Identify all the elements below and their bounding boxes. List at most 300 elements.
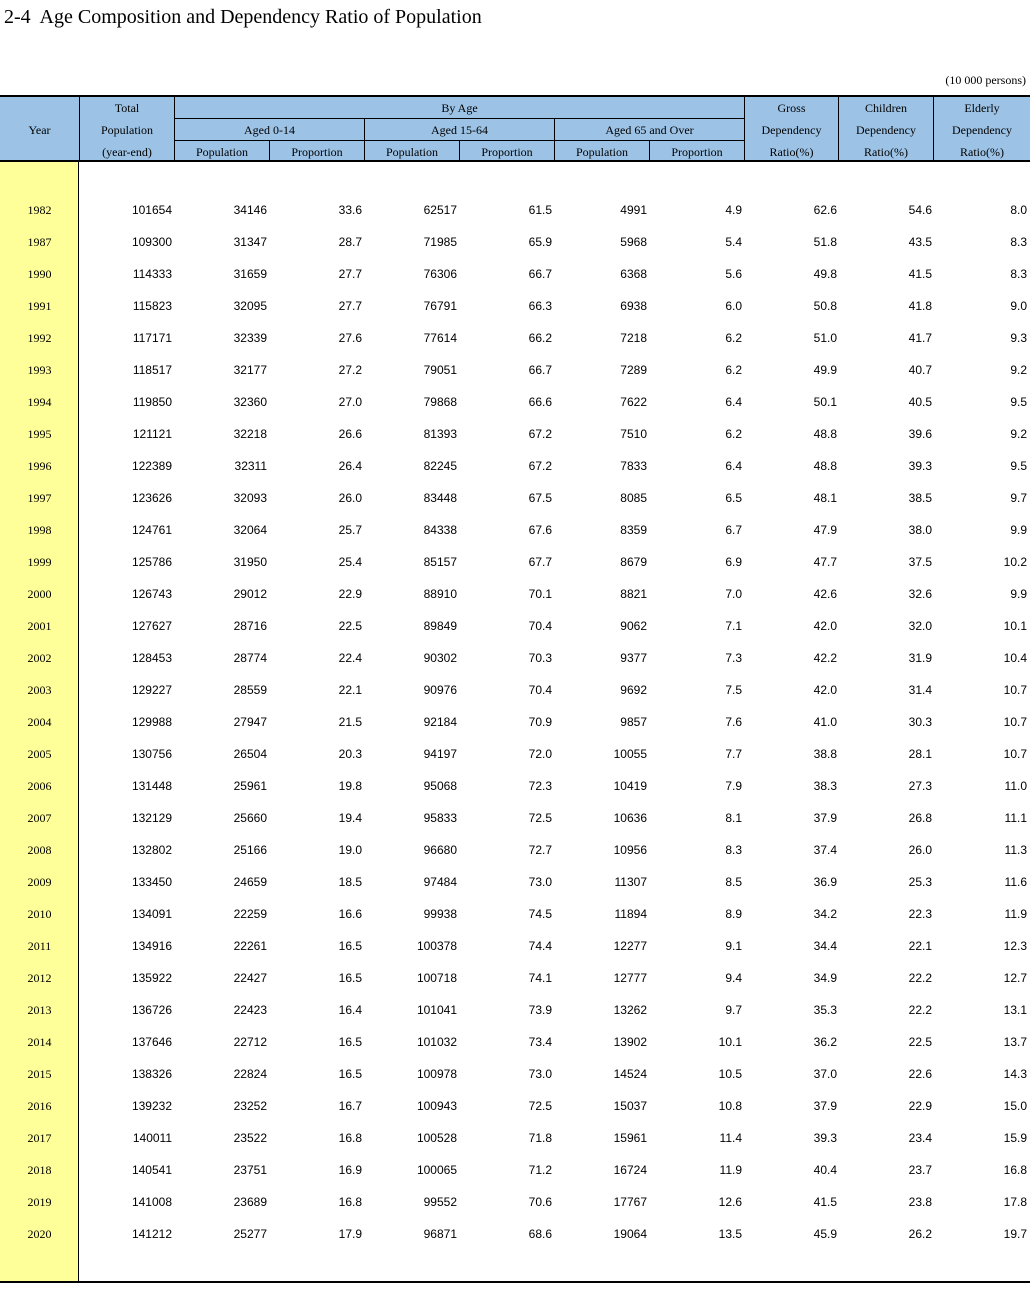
children-dependency-ratio-cell: 26.0 [908,843,932,857]
proportion-65-over-cell: 10.5 [718,1067,742,1081]
proportion-65-over-cell: 10.1 [718,1035,742,1049]
year-cell: 1994 [27,395,52,409]
elderly-dependency-ratio-cell: 19.7 [1003,1227,1027,1241]
population-65-over-cell: 7218 [620,331,647,345]
proportion-15-64-cell: 66.7 [528,363,552,377]
proportion-65-over-cell: 4.9 [725,203,742,217]
table-row [0,354,1030,386]
elderly-dependency-ratio-cell: 13.1 [1003,1003,1027,1017]
year-cell: 2006 [27,779,52,793]
proportion-65-over-cell: 7.3 [725,651,742,665]
proportion-65-over-cell: 9.4 [725,971,742,985]
total-population-cell: 136726 [131,1003,172,1017]
header-population: Population [385,144,438,159]
children-dependency-ratio-cell: 54.6 [908,203,932,217]
children-dependency-ratio-cell: 37.5 [908,555,932,569]
year-cell: 1982 [27,203,52,217]
total-population-cell: 132802 [131,843,172,857]
population-15-64-cell: 94197 [423,747,457,761]
population-0-14-cell: 23689 [233,1195,267,1209]
proportion-65-over-cell: 12.6 [718,1195,742,1209]
year-cell: 2016 [27,1099,52,1113]
gross-dependency-ratio-cell: 35.3 [813,1003,837,1017]
proportion-65-over-cell: 7.6 [725,715,742,729]
population-0-14-cell: 28559 [233,683,267,697]
year-cell: 1987 [27,235,52,249]
year-cell: 1992 [27,331,52,345]
proportion-15-64-cell: 67.2 [528,427,552,441]
gross-dependency-ratio-cell: 50.8 [813,299,837,313]
population-0-14-cell: 31950 [233,555,267,569]
population-15-64-cell: 84338 [423,523,457,537]
population-0-14-cell: 29012 [233,587,267,601]
gross-dependency-ratio-cell: 37.0 [813,1067,837,1081]
header-gross-line3: Ratio(%) [769,144,814,159]
elderly-dependency-ratio-cell: 10.7 [1003,715,1027,729]
population-0-14-cell: 32339 [233,331,267,345]
proportion-0-14-cell: 16.7 [338,1099,362,1113]
proportion-15-64-cell: 73.4 [528,1035,552,1049]
table-row [0,482,1030,514]
elderly-dependency-ratio-cell: 11.0 [1004,779,1027,793]
proportion-15-64-cell: 68.6 [528,1227,552,1241]
unit-note: (10 000 persons) [945,73,1026,87]
header-gross-line2: Dependency [761,123,822,137]
proportion-15-64-cell: 71.2 [528,1163,552,1177]
table-row [0,1026,1030,1058]
proportion-65-over-cell: 6.9 [725,555,742,569]
population-0-14-cell: 28716 [233,619,267,633]
population-65-over-cell: 7289 [620,363,647,377]
table-row [0,1090,1030,1122]
header-children-line1: Children [865,101,907,115]
proportion-15-64-cell: 73.0 [528,1067,552,1081]
year-cell: 2000 [27,587,52,601]
proportion-0-14-cell: 20.3 [338,747,362,761]
year-cell: 2013 [27,1003,52,1017]
proportion-0-14-cell: 26.0 [338,491,362,505]
elderly-dependency-ratio-cell: 11.9 [1004,907,1027,921]
gross-dependency-ratio-cell: 62.6 [813,203,837,217]
total-population-cell: 123626 [131,491,172,505]
elderly-dependency-ratio-cell: 9.0 [1010,299,1027,313]
population-65-over-cell: 8679 [620,555,647,569]
proportion-0-14-cell: 16.5 [338,939,362,953]
header-total-line3: (year-end) [102,144,152,159]
population-0-14-cell: 22423 [233,1003,267,1017]
proportion-65-over-cell: 6.0 [725,299,742,313]
total-population-cell: 131448 [131,779,172,793]
proportion-65-over-cell: 9.7 [725,1003,742,1017]
population-15-64-cell: 89849 [423,619,457,633]
total-population-cell: 126743 [131,587,172,601]
elderly-dependency-ratio-cell: 12.3 [1003,939,1027,953]
proportion-65-over-cell: 13.5 [718,1227,742,1241]
proportion-65-over-cell: 6.2 [725,331,742,345]
gross-dependency-ratio-cell: 45.9 [813,1227,837,1241]
proportion-0-14-cell: 16.4 [338,1003,362,1017]
population-0-14-cell: 32093 [233,491,267,505]
children-dependency-ratio-cell: 41.8 [908,299,932,313]
proportion-0-14-cell: 16.9 [338,1163,362,1177]
population-65-over-cell: 13262 [613,1003,647,1017]
proportion-65-over-cell: 8.5 [725,875,742,889]
population-65-over-cell: 6938 [620,299,647,313]
elderly-dependency-ratio-cell: 11.3 [1004,843,1027,857]
year-cell: 2005 [27,747,52,761]
total-population-cell: 125786 [131,555,172,569]
population-65-over-cell: 9377 [620,651,647,665]
proportion-15-64-cell: 66.2 [528,331,552,345]
elderly-dependency-ratio-cell: 9.9 [1010,587,1027,601]
elderly-dependency-ratio-cell: 17.8 [1003,1195,1027,1209]
children-dependency-ratio-cell: 23.4 [908,1131,932,1145]
elderly-dependency-ratio-cell: 13.7 [1003,1035,1027,1049]
year-cell: 2014 [27,1035,52,1049]
gross-dependency-ratio-cell: 49.8 [813,267,837,281]
proportion-65-over-cell: 11.4 [719,1131,742,1145]
proportion-0-14-cell: 27.6 [338,331,362,345]
children-dependency-ratio-cell: 41.7 [908,331,932,345]
proportion-15-64-cell: 67.5 [528,491,552,505]
population-65-over-cell: 17767 [613,1195,647,1209]
gross-dependency-ratio-cell: 41.0 [813,715,837,729]
population-0-14-cell: 23522 [233,1131,267,1145]
children-dependency-ratio-cell: 22.1 [908,939,932,953]
proportion-15-64-cell: 70.1 [528,587,552,601]
population-15-64-cell: 79051 [423,363,457,377]
page-title: 2-4 Age Composition and Dependency Ratio of Population [4,6,482,28]
proportion-0-14-cell: 28.7 [338,235,362,249]
proportion-15-64-cell: 72.5 [528,1099,552,1113]
gross-dependency-ratio-cell: 48.1 [813,491,837,505]
gross-dependency-ratio-cell: 37.4 [813,843,837,857]
total-population-cell: 109300 [131,235,172,249]
table-row [0,322,1030,354]
population-65-over-cell: 9857 [620,715,647,729]
population-15-64-cell: 95833 [423,811,457,825]
proportion-65-over-cell: 9.1 [725,939,742,953]
population-0-14-cell: 31659 [233,267,267,281]
elderly-dependency-ratio-cell: 9.2 [1010,427,1027,441]
total-population-cell: 130756 [131,747,172,761]
population-65-over-cell: 7622 [620,395,647,409]
population-15-64-cell: 71985 [423,235,457,249]
proportion-65-over-cell: 7.7 [725,747,742,761]
gross-dependency-ratio-cell: 34.2 [813,907,837,921]
total-population-cell: 140541 [131,1163,172,1177]
table-row [0,994,1030,1026]
population-0-14-cell: 31347 [233,235,267,249]
population-0-14-cell: 22824 [233,1067,267,1081]
table-row [0,770,1030,802]
elderly-dependency-ratio-cell: 10.4 [1003,651,1027,665]
children-dependency-ratio-cell: 32.0 [908,619,932,633]
proportion-15-64-cell: 72.7 [528,843,552,857]
children-dependency-ratio-cell: 22.2 [908,971,932,985]
proportion-65-over-cell: 6.4 [725,459,742,473]
proportion-0-14-cell: 16.6 [338,907,362,921]
header-children-line2: Dependency [856,123,916,137]
total-population-cell: 129227 [131,683,172,697]
year-cell: 2001 [27,619,52,633]
elderly-dependency-ratio-cell: 14.3 [1003,1067,1027,1081]
year-cell: 1993 [27,363,52,377]
table-row [0,290,1030,322]
population-65-over-cell: 10636 [613,811,647,825]
elderly-dependency-ratio-cell: 9.3 [1010,331,1027,345]
proportion-15-64-cell: 66.3 [528,299,552,313]
proportion-15-64-cell: 70.4 [528,619,552,633]
proportion-15-64-cell: 71.8 [528,1131,552,1145]
table-row [0,834,1030,866]
children-dependency-ratio-cell: 26.2 [908,1227,932,1241]
children-dependency-ratio-cell: 30.3 [908,715,932,729]
year-cell: 1990 [27,267,52,281]
proportion-65-over-cell: 6.7 [725,523,742,537]
population-65-over-cell: 11894 [614,907,647,921]
proportion-65-over-cell: 6.5 [725,491,742,505]
population-65-over-cell: 8085 [620,491,647,505]
children-dependency-ratio-cell: 23.7 [908,1163,932,1177]
header-year: Year [28,122,51,137]
population-0-14-cell: 23252 [233,1099,267,1113]
table-row [0,1154,1030,1186]
elderly-dependency-ratio-cell: 10.7 [1003,747,1027,761]
proportion-0-14-cell: 27.7 [338,299,362,313]
population-0-14-cell: 25660 [233,811,267,825]
population-15-64-cell: 100943 [416,1099,457,1113]
table-row [0,610,1030,642]
proportion-0-14-cell: 27.0 [338,395,362,409]
year-cell: 2002 [27,651,52,665]
elderly-dependency-ratio-cell: 9.2 [1010,363,1027,377]
children-dependency-ratio-cell: 38.5 [908,491,932,505]
proportion-0-14-cell: 19.0 [338,843,362,857]
population-65-over-cell: 6368 [620,267,647,281]
population-65-over-cell: 9062 [620,619,647,633]
population-15-64-cell: 81393 [423,427,457,441]
proportion-65-over-cell: 8.9 [725,907,742,921]
population-0-14-cell: 32218 [233,427,267,441]
population-65-over-cell: 5968 [620,235,647,249]
population-15-64-cell: 96680 [423,843,457,857]
header-total-line1: Total [114,101,140,115]
children-dependency-ratio-cell: 40.7 [908,363,932,377]
proportion-15-64-cell: 70.9 [528,715,552,729]
header-elderly-line1: Elderly [964,101,1000,115]
year-cell: 1991 [27,299,52,313]
proportion-0-14-cell: 22.9 [338,587,362,601]
population-15-64-cell: 100978 [416,1067,457,1081]
population-15-64-cell: 101041 [416,1003,457,1017]
population-0-14-cell: 32177 [233,363,267,377]
proportion-15-64-cell: 66.7 [528,267,552,281]
proportion-0-14-cell: 25.7 [338,523,362,537]
elderly-dependency-ratio-cell: 10.7 [1003,683,1027,697]
proportion-65-over-cell: 7.0 [725,587,742,601]
population-15-64-cell: 85157 [423,555,457,569]
total-population-cell: 124761 [131,523,172,537]
population-65-over-cell: 10055 [613,747,647,761]
gross-dependency-ratio-cell: 42.0 [813,683,837,697]
children-dependency-ratio-cell: 38.0 [908,523,932,537]
children-dependency-ratio-cell: 40.5 [908,395,932,409]
population-65-over-cell: 11307 [614,875,647,889]
total-population-cell: 119850 [132,395,172,409]
proportion-15-64-cell: 73.9 [528,1003,552,1017]
year-cell: 2007 [27,811,52,825]
population-15-64-cell: 90976 [423,683,457,697]
total-population-cell: 101654 [131,203,172,217]
population-65-over-cell: 12777 [613,971,647,985]
population-15-64-cell: 76306 [423,267,457,281]
proportion-15-64-cell: 72.5 [528,811,552,825]
elderly-dependency-ratio-cell: 8.3 [1010,267,1027,281]
year-cell: 2012 [27,971,52,985]
population-15-64-cell: 99938 [423,907,457,921]
table-row [0,1218,1030,1250]
header-elderly-line2: Dependency [952,123,1012,137]
header-population: Population [575,144,628,159]
proportion-15-64-cell: 67.6 [528,523,552,537]
total-population-cell: 114333 [132,267,172,281]
proportion-65-over-cell: 7.1 [725,619,742,633]
elderly-dependency-ratio-cell: 11.1 [1004,811,1027,825]
proportion-0-14-cell: 21.5 [338,715,362,729]
proportion-15-64-cell: 72.0 [528,747,552,761]
year-cell: 2010 [27,907,52,921]
population-65-over-cell: 14524 [613,1067,647,1081]
gross-dependency-ratio-cell: 36.9 [813,875,837,889]
proportion-65-over-cell: 6.2 [725,427,742,441]
population-0-14-cell: 22261 [233,939,267,953]
population-65-over-cell: 19064 [613,1227,647,1241]
population-15-64-cell: 97484 [423,875,457,889]
population-0-14-cell: 27947 [233,715,267,729]
proportion-0-14-cell: 22.5 [338,619,362,633]
population-65-over-cell: 15037 [613,1099,647,1113]
population-65-over-cell: 4991 [620,203,647,217]
proportion-15-64-cell: 70.4 [528,683,552,697]
gross-dependency-ratio-cell: 37.9 [813,1099,837,1113]
population-15-64-cell: 100065 [416,1163,457,1177]
year-cell: 2003 [27,683,52,697]
header-aged-15-64: Aged 15-64 [431,122,488,137]
population-15-64-cell: 90302 [423,651,457,665]
year-cell: 2015 [27,1067,52,1081]
elderly-dependency-ratio-cell: 10.1 [1003,619,1027,633]
population-15-64-cell: 100528 [416,1131,457,1145]
table-header [0,95,1030,162]
population-15-64-cell: 100718 [416,971,457,985]
population-0-14-cell: 32311 [234,459,267,473]
gross-dependency-ratio-cell: 48.8 [813,459,837,473]
population-65-over-cell: 12277 [613,939,647,953]
proportion-65-over-cell: 5.6 [725,267,742,281]
total-population-cell: 118517 [132,363,172,377]
proportion-65-over-cell: 8.3 [725,843,742,857]
population-0-14-cell: 26504 [233,747,267,761]
proportion-15-64-cell: 74.5 [528,907,552,921]
proportion-65-over-cell: 7.5 [725,683,742,697]
children-dependency-ratio-cell: 39.6 [908,427,932,441]
population-0-14-cell: 23751 [233,1163,267,1177]
population-65-over-cell: 7833 [620,459,647,473]
population-0-14-cell: 34146 [233,203,267,217]
year-cell: 2018 [27,1163,52,1177]
population-65-over-cell: 8359 [620,523,647,537]
total-population-cell: 141212 [131,1227,172,1241]
year-cell: 1996 [27,459,52,473]
population-0-14-cell: 25277 [233,1227,267,1241]
population-15-64-cell: 79868 [423,395,457,409]
total-population-cell: 121121 [132,427,172,441]
table-row [0,578,1030,610]
proportion-15-64-cell: 70.6 [528,1195,552,1209]
table-row [0,802,1030,834]
population-0-14-cell: 24659 [233,875,267,889]
population-0-14-cell: 22259 [233,907,267,921]
children-dependency-ratio-cell: 39.3 [908,459,932,473]
children-dependency-ratio-cell: 31.4 [908,683,932,697]
children-dependency-ratio-cell: 22.6 [908,1067,932,1081]
population-0-14-cell: 25166 [233,843,267,857]
proportion-65-over-cell: 8.1 [725,811,742,825]
elderly-dependency-ratio-cell: 8.0 [1010,203,1027,217]
proportion-15-64-cell: 67.2 [528,459,552,473]
proportion-65-over-cell: 6.4 [725,395,742,409]
gross-dependency-ratio-cell: 47.7 [813,555,837,569]
children-dependency-ratio-cell: 28.1 [908,747,932,761]
elderly-dependency-ratio-cell: 11.6 [1004,875,1027,889]
proportion-0-14-cell: 16.5 [338,971,362,985]
children-dependency-ratio-cell: 43.5 [908,235,932,249]
proportion-0-14-cell: 17.9 [338,1227,362,1241]
children-dependency-ratio-cell: 22.9 [908,1099,932,1113]
elderly-dependency-ratio-cell: 12.7 [1003,971,1027,985]
population-15-64-cell: 100378 [416,939,457,953]
children-dependency-ratio-cell: 32.6 [908,587,932,601]
year-cell: 2004 [27,715,52,729]
table-row [0,418,1030,450]
total-population-cell: 129988 [131,715,172,729]
elderly-dependency-ratio-cell: 15.9 [1003,1131,1027,1145]
proportion-15-64-cell: 74.1 [528,971,552,985]
children-dependency-ratio-cell: 22.3 [908,907,932,921]
total-population-cell: 141008 [131,1195,172,1209]
table-row [0,706,1030,738]
gross-dependency-ratio-cell: 51.8 [813,235,837,249]
children-dependency-ratio-cell: 25.3 [908,875,932,889]
gross-dependency-ratio-cell: 49.9 [813,363,837,377]
population-65-over-cell: 8821 [620,587,647,601]
population-15-64-cell: 95068 [423,779,457,793]
table-row [0,962,1030,994]
year-cell: 1997 [27,491,52,505]
elderly-dependency-ratio-cell: 9.5 [1010,459,1027,473]
header-gross-line1: Gross [777,101,806,115]
population-15-64-cell: 77614 [423,331,457,345]
total-population-cell: 127627 [131,619,172,633]
proportion-65-over-cell: 11.9 [719,1163,742,1177]
table-row [0,642,1030,674]
children-dependency-ratio-cell: 22.2 [908,1003,932,1017]
population-65-over-cell: 10419 [613,779,647,793]
population-0-14-cell: 25961 [233,779,267,793]
total-population-cell: 139232 [131,1099,172,1113]
total-population-cell: 117171 [132,331,172,345]
